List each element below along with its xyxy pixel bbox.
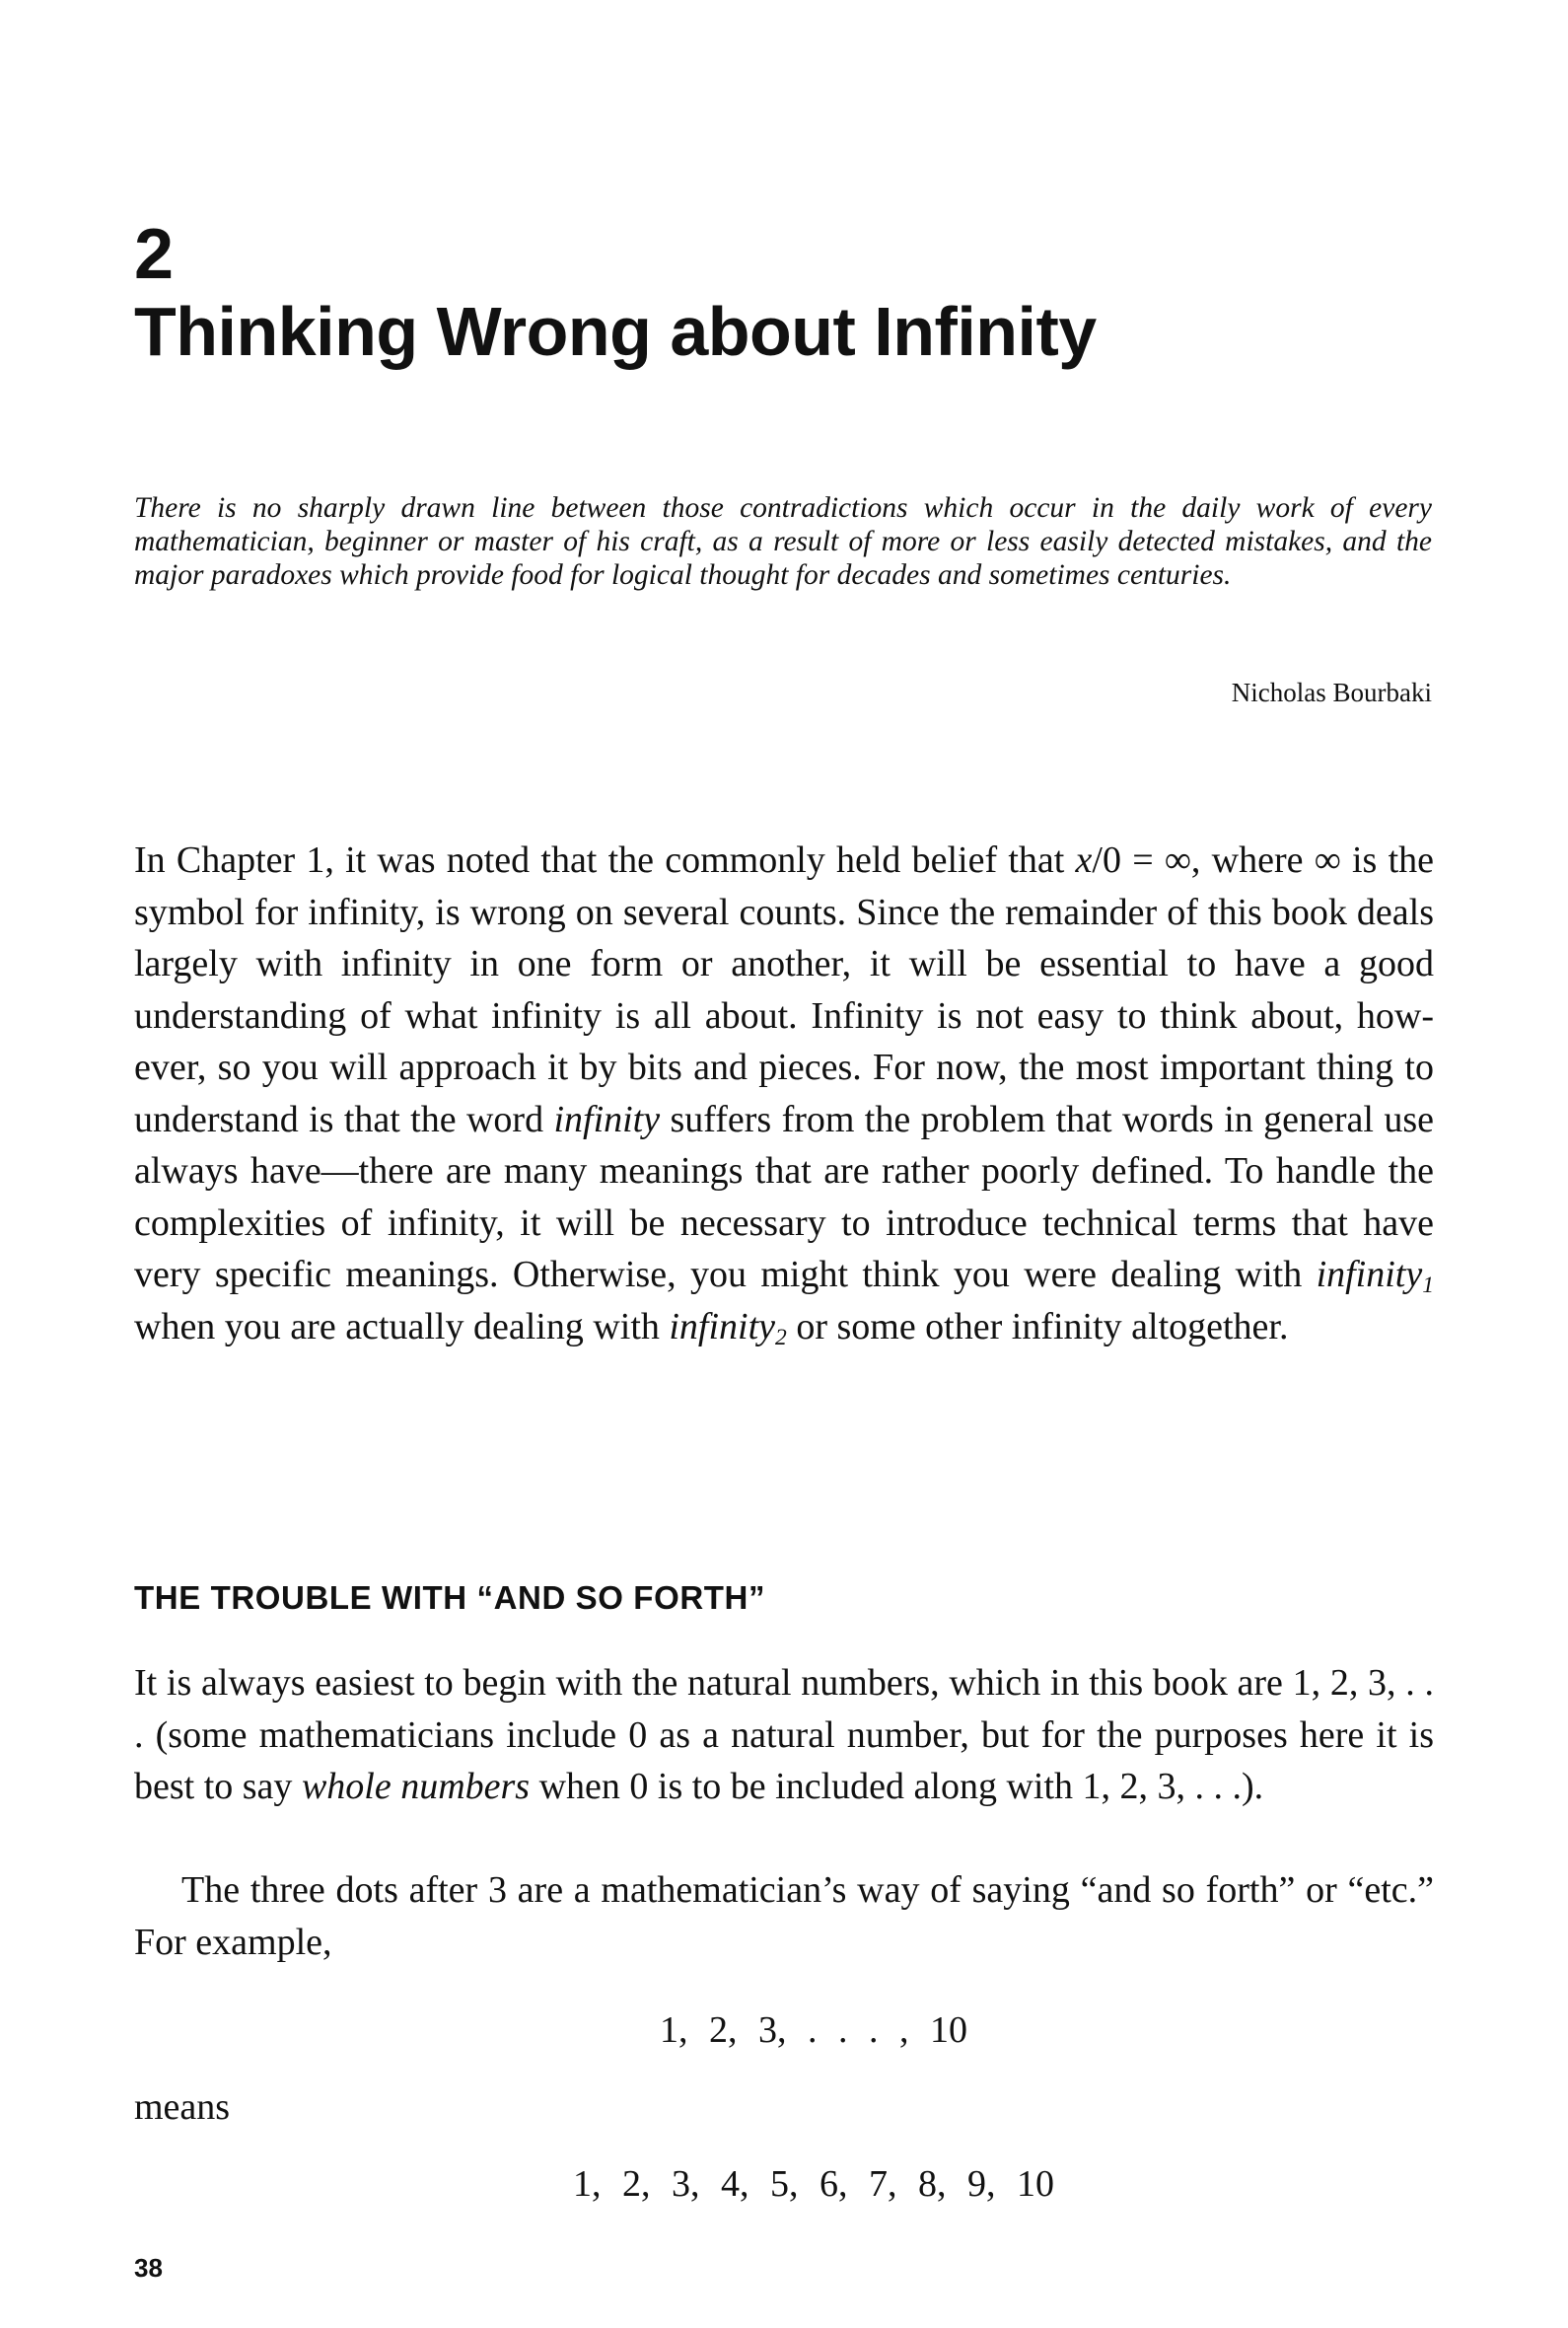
- chapter-number: 2: [134, 215, 175, 294]
- p1-infinity-1-subscript: 1: [1422, 1272, 1434, 1298]
- body-paragraph-1: [134, 835, 1434, 1352]
- p1-infinity-2-subscript: 2: [775, 1324, 787, 1350]
- p1-infinity-1-word: infinity: [1316, 1254, 1423, 1295]
- page-number: 38: [134, 2253, 163, 2283]
- p1-text-1: In Chapter 1, it was noted that the commonly held belief that: [134, 839, 1076, 881]
- epigraph-attribution: Nicholas Bourbaki: [1231, 678, 1432, 707]
- body-paragraph-3: The three dots after 3 are a mathematician’s way of saying “and so forth” or “etc.” For example,: [134, 1869, 1434, 1963]
- p1-infinity-1: [1316, 1254, 1434, 1298]
- p2-whole-numbers: whole numbers: [301, 1766, 531, 1807]
- p1-infinity-2: [669, 1305, 787, 1350]
- p1-text-5: or some other infinity altogether.: [786, 1305, 1289, 1347]
- p1-text-2: /0 = ∞, where ∞ is the symbol for infinity, is wrong on several counts. Since the remainder of this book deals largely with infinity in one form or another, it will be essential to have a good understanding of what infinity is all about. Infinity is not easy to think about, however, so you will approach it by bits and pieces. For now, the most important thing to understand is that the word: [134, 839, 1434, 1140]
- chapter-title: Thinking Wrong about Infinity: [134, 293, 1097, 370]
- body-paragraph-2: [134, 1657, 1434, 1813]
- p1-variable-x: x: [1075, 839, 1093, 881]
- p1-text-4: when you are actually dealing with: [134, 1305, 670, 1347]
- p1-infinity-word: infinity: [553, 1098, 661, 1140]
- means-word: means: [134, 2086, 231, 2128]
- example-sequence-abbreviated: 1, 2, 3, . . . , 10: [660, 2009, 967, 2051]
- epigraph-quote: There is no sharply drawn line between those contradictions which occur in the daily work of every mathematician, beginner or master of his craft, as a result of more or less easily detected mistakes, and the major paradoxes which provide food for logical thought for decades and sometimes centuries.: [134, 492, 1432, 591]
- example-sequence-full: 1, 2, 3, 4, 5, 6, 7, 8, 9, 10: [573, 2163, 1054, 2205]
- p1-infinity-2-word: infinity: [669, 1305, 776, 1347]
- p2-text-2: when 0 is to be included along with 1, 2, 3, . . .).: [530, 1766, 1264, 1807]
- section-heading: THE TROUBLE WITH “AND SO FORTH”: [134, 1579, 766, 1616]
- p2-text-1: It is always easiest to begin with the natural numbers, which in this book are 1, 2, 3, . . . (some mathematicians include 0 as a natural number, but for the purposes here it is best to say: [134, 1662, 1434, 1807]
- p1-text-3: suffers from the problem that words in general use always have—there are many meanings that are rather poorly defined. To handle the complexities of infinity, it will be necessary to introduce technical terms that have very specific meanings. Otherwise, you might think you were dealing with: [134, 1098, 1434, 1295]
